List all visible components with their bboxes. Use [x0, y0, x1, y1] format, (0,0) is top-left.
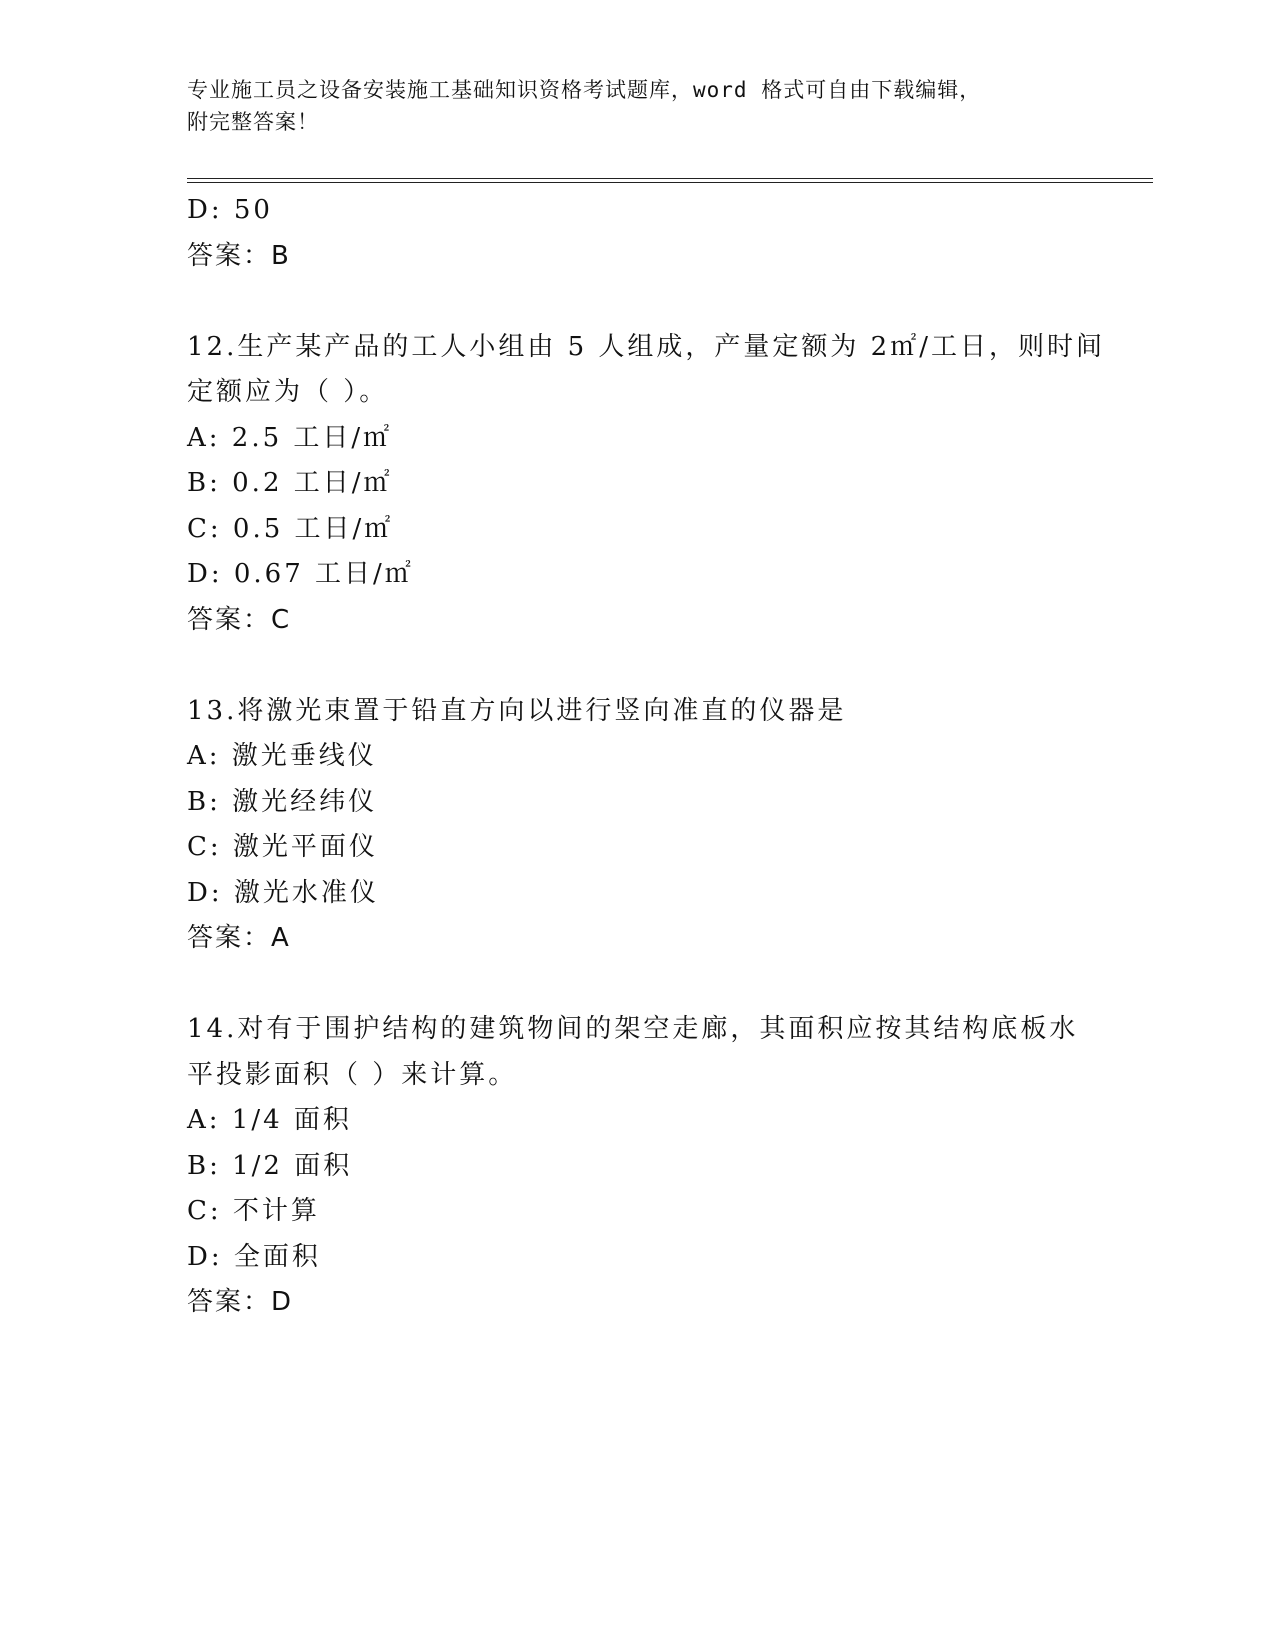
question-stem: 12.生产某产品的工人小组由 5 人组成，产量定额为 2㎡/工日，则时间: [187, 331, 1105, 362]
option-d: D: 全面积: [187, 1241, 321, 1272]
header-divider-top: [187, 178, 1153, 179]
answer-line: 答案：A: [187, 923, 291, 953]
page-header: [187, 74, 1087, 138]
question-13: [187, 689, 1087, 962]
option-a: A: 1/4 面积: [187, 1105, 352, 1135]
question-12: [187, 325, 1105, 644]
spacer: [187, 279, 1087, 325]
option-d: D: 0.67 工日/㎡: [187, 559, 414, 589]
question-14: [187, 1007, 1087, 1326]
option-b: B: 1/2 面积: [187, 1150, 353, 1181]
option-a: A: 激光垂线仪: [187, 741, 377, 771]
option-c: C: 激光平面仪: [187, 832, 378, 862]
previous-question-tail: [187, 188, 1087, 279]
option-c: C: 0.5 工日/㎡: [187, 513, 394, 544]
answer-line: 答案：C: [187, 604, 292, 635]
question-stem: 13.将激光束置于铅直方向以进行竖向准直的仪器是: [187, 695, 847, 726]
answer-line: 答案：B: [187, 240, 291, 271]
spacer: [187, 643, 1087, 689]
option-d: D: 激光水准仪: [187, 877, 379, 908]
header-divider-bottom: [187, 182, 1153, 183]
option-c: C: 不计算: [187, 1196, 320, 1226]
option-d: D: 50: [187, 195, 273, 225]
question-stem: 14.对有于围护结构的建筑物间的架空走廊，其面积应按其结构底板水: [187, 1014, 1079, 1044]
option-b: B: 激光经纬仪: [187, 786, 378, 817]
spacer: [187, 962, 1087, 1008]
header-title-line-1: 专业施工员之设备安装施工基础知识资格考试题库，word 格式可自由下载编辑，: [187, 78, 982, 102]
question-stem: 定额应为（ ）。: [187, 377, 389, 407]
answer-line: 答案：D: [187, 1287, 294, 1317]
option-a: A: 2.5 工日/㎡: [187, 422, 393, 453]
header-title-line-2: 附完整答案！: [187, 110, 319, 134]
question-stem: 平投影面积（ ）来计算。: [187, 1059, 518, 1090]
option-b: B: 0.2 工日/㎡: [187, 468, 393, 498]
question-content: [187, 188, 1105, 1326]
